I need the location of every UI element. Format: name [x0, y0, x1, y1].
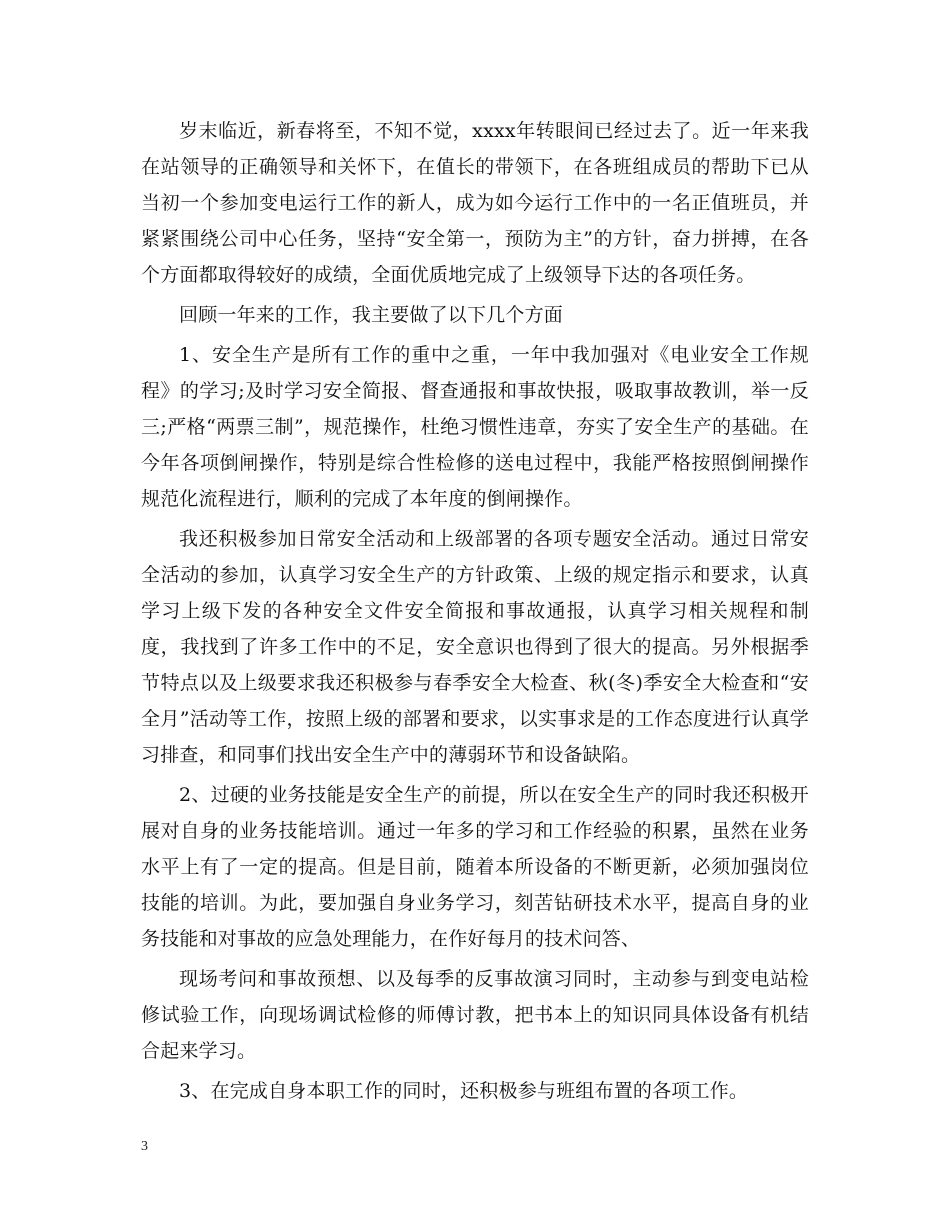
document-body: [141, 113, 809, 1109]
paragraph-business-skills: 2、过硬的业务技能是安全生产的前提，所以在安全生产的同时我还积极开展对自身的业务技能培训。通过一年多的学习和工作经验的积累，虽然在业务水平上有了一定的提高。但是目前，随着本所设备的不断更新，必须加强岗位技能的培训。为此，要加强自身业务学习，刻苦钻研技术水平，提高自身的业务技能和对事故的应急处理能力，在作好每月的技术问答、: [141, 784, 809, 950]
paragraph-intro: 岁末临近，新春将至，不知不觉，xxxx年转眼间已经过去了。近一年来我在站领导的正确领导和关怀下，在值长的带领下，在各班组成员的帮助下已从当初一个参加变电运行工作的新人，成为如今运行工作中的一名正值班员，并紧紧围绕公司中心任务，坚持“安全第一，预防为主”的方针，奋力拼搏，在各个方面都取得较好的成绩，全面优质地完成了上级领导下达的各项任务。: [141, 120, 809, 286]
paragraph-team-work: 3、在完成自身本职工作的同时，还积极参与班组布置的各项工作。: [179, 1080, 749, 1102]
page-number: 3: [141, 1139, 148, 1154]
paragraph-review-heading: 回顾一年来的工作，我主要做了以下几个方面: [179, 304, 564, 326]
paragraph-safety-activities: 我还积极参加日常安全活动和上级部署的各项专题安全活动。通过日常安全活动的参加，认真学习安全生产的方针政策、上级的规定指示和要求，认真学习上级下发的各种安全文件安全简报和事故通报，认真学习相关规程和制度，我找到了许多工作中的不足，安全意识也得到了很大的提高。另外根据季节特点以及上级要求我还积极参与春季安全大检查、秋(冬)季安全大检查和“安全月”活动等工作，按照上级的部署和要求，以实事求是的工作态度进行认真学习排查，和同事们找出安全生产中的薄弱环节和设备缺陷。: [141, 528, 809, 766]
paragraph-safety-production: 1、安全生产是所有工作的重中之重，一年中我加强对《电业安全工作规程》的学习;及时学习安全简报、督查通报和事故快报，吸取事故教训，举一反三;严格“两票三制”，规范操作，杜绝习惯性违章，夯实了安全生产的基础。在今年各项倒闸操作，特别是综合性检修的送电过程中，我能严格按照倒闸操作规范化流程进行，顺利的完成了本年度的倒闸操作。: [141, 344, 809, 510]
paragraph-field-practice: 现场考问和事故预想、以及每季的反事故演习同时，主动参与到变电站检修试验工作，向现场调试检修的师傅讨教，把书本上的知识同具体设备有机结合起来学习。: [141, 968, 809, 1062]
